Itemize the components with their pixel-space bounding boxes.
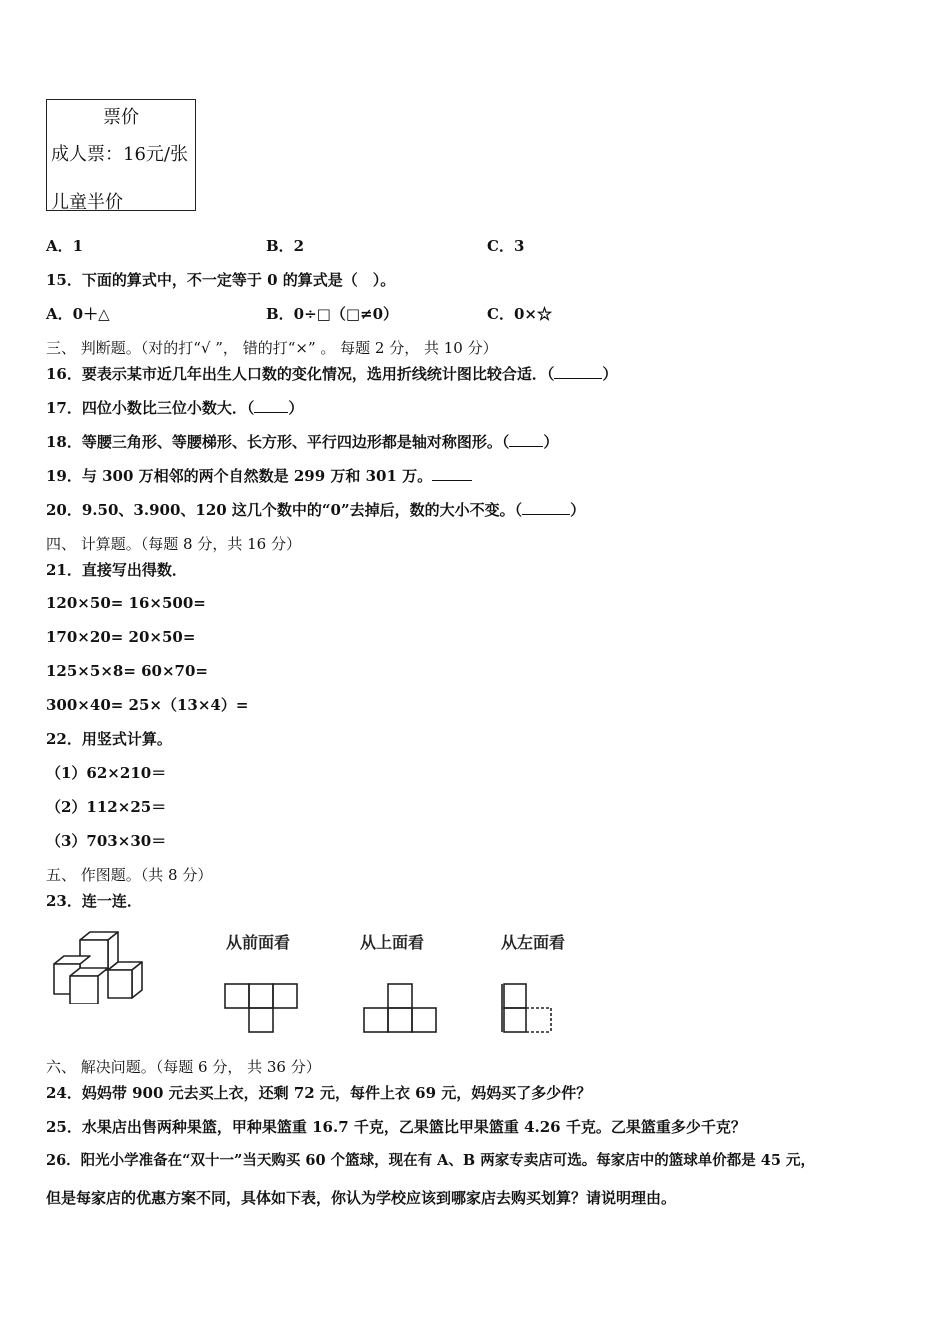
q16-close: ） (602, 365, 618, 383)
q16-text: 16．要表示某市近几年出生人口数的变化情况，选用折线统计图比较合适．（ (46, 365, 555, 383)
ticket-title: 票价 (103, 107, 139, 128)
q18-close: ） (543, 433, 559, 451)
q19-answer-blank[interactable] (432, 466, 472, 481)
q22-question: 22．用竖式计算。 (46, 730, 172, 748)
q15-option-b: B．0÷□（□≠0） (266, 305, 399, 323)
q19-text: 19．与 300 万相邻的两个自然数是 299 万和 301 万。 (46, 467, 433, 485)
q18-text: 18．等腰三角形、等腰梯形、长方形、平行四边形都是轴对称图形。（ (46, 433, 510, 451)
q18-answer-blank[interactable] (509, 432, 543, 447)
cube-stack-figure (46, 928, 156, 1004)
q26-question-line-1: 26．阳光小学准备在“双十一”当天购买 60 个篮球，现在有 A、B 两家专卖店可选。每家店中的篮球单价都是 45 元， (46, 1152, 816, 1169)
q21-row-1: 120×50= 16×500= (46, 594, 206, 612)
q17-answer-blank[interactable] (254, 398, 288, 413)
q15-option-a: A．0＋△ (46, 305, 110, 323)
q20-close: ） (570, 501, 586, 519)
q17-close: ） (288, 399, 304, 417)
q21-question: 21．直接写出得数． (46, 561, 187, 579)
ticket-child-price: 儿童半价 (51, 192, 123, 213)
view-label-top: 从上面看 (360, 933, 425, 952)
q21-row-4: 300×40= 25×（13×4）= (46, 696, 249, 714)
q20-answer-blank[interactable] (522, 500, 570, 515)
q24-question: 24．妈妈带 900 元去买上衣，还剩 72 元，每件上衣 69 元，妈妈买了多少件？ (46, 1084, 592, 1102)
q20-text: 20．9.50、3.900、120 这几个数中的“0”去掉后，数的大小不变。（ (46, 501, 523, 519)
q15-option-c: C．0×☆ (487, 305, 552, 323)
q19-statement (46, 466, 472, 486)
q15-question: 15．下面的算式中，不一定等于 0 的算式是（ ）。 (46, 271, 396, 289)
section-4-heading: 四、 计算题。（每题 8 分，共 16 分） (46, 535, 301, 553)
q26-question-line-2: 但是每家店的优惠方案不同，具体如下表，你认为学校应该到哪家店去购买划算？请说明理由。 (46, 1189, 677, 1207)
q22-item-3: （3）703×30＝ (46, 832, 167, 850)
q14-option-b: B．2 (266, 237, 305, 255)
q16-answer-blank[interactable] (554, 364, 602, 379)
q20-statement (46, 500, 585, 520)
q21-row-2: 170×20= 20×50= (46, 628, 196, 646)
q16-statement (46, 364, 617, 384)
front-view-shape (224, 983, 300, 1033)
section-6-heading: 六、 解决问题。（每题 6 分， 共 36 分） (46, 1058, 321, 1076)
view-label-left: 从左面看 (501, 933, 566, 952)
top-view-shape (362, 983, 440, 1033)
q17-statement (46, 398, 303, 418)
q23-question: 23．连一连． (46, 892, 142, 910)
view-label-front: 从前面看 (226, 933, 291, 952)
q25-question: 25．水果店出售两种果篮，甲种果篮重 16.7 千克，乙果篮比甲果篮重 4.26 千克。乙果篮重多少千克？ (46, 1118, 746, 1136)
q22-item-2: （2）112×25＝ (46, 798, 167, 816)
ticket-price-box (46, 99, 196, 211)
q21-row-3: 125×5×8= 60×70= (46, 662, 208, 680)
q14-option-c: C．3 (487, 237, 525, 255)
q14-option-a: A．1 (46, 237, 84, 255)
q18-statement (46, 432, 558, 452)
section-5-heading: 五、 作图题。（共 8 分） (46, 866, 213, 884)
section-3-heading: 三、 判断题。（对的打“√ ”， 错的打“×” 。 每题 2 分， 共 10 分） (46, 339, 498, 357)
q17-text: 17．四位小数比三位小数大．（ (46, 399, 255, 417)
q22-item-1: （1）62×210＝ (46, 764, 167, 782)
ticket-adult-price: 成人票：16元/张 (51, 144, 188, 165)
left-view-shape (501, 983, 555, 1035)
